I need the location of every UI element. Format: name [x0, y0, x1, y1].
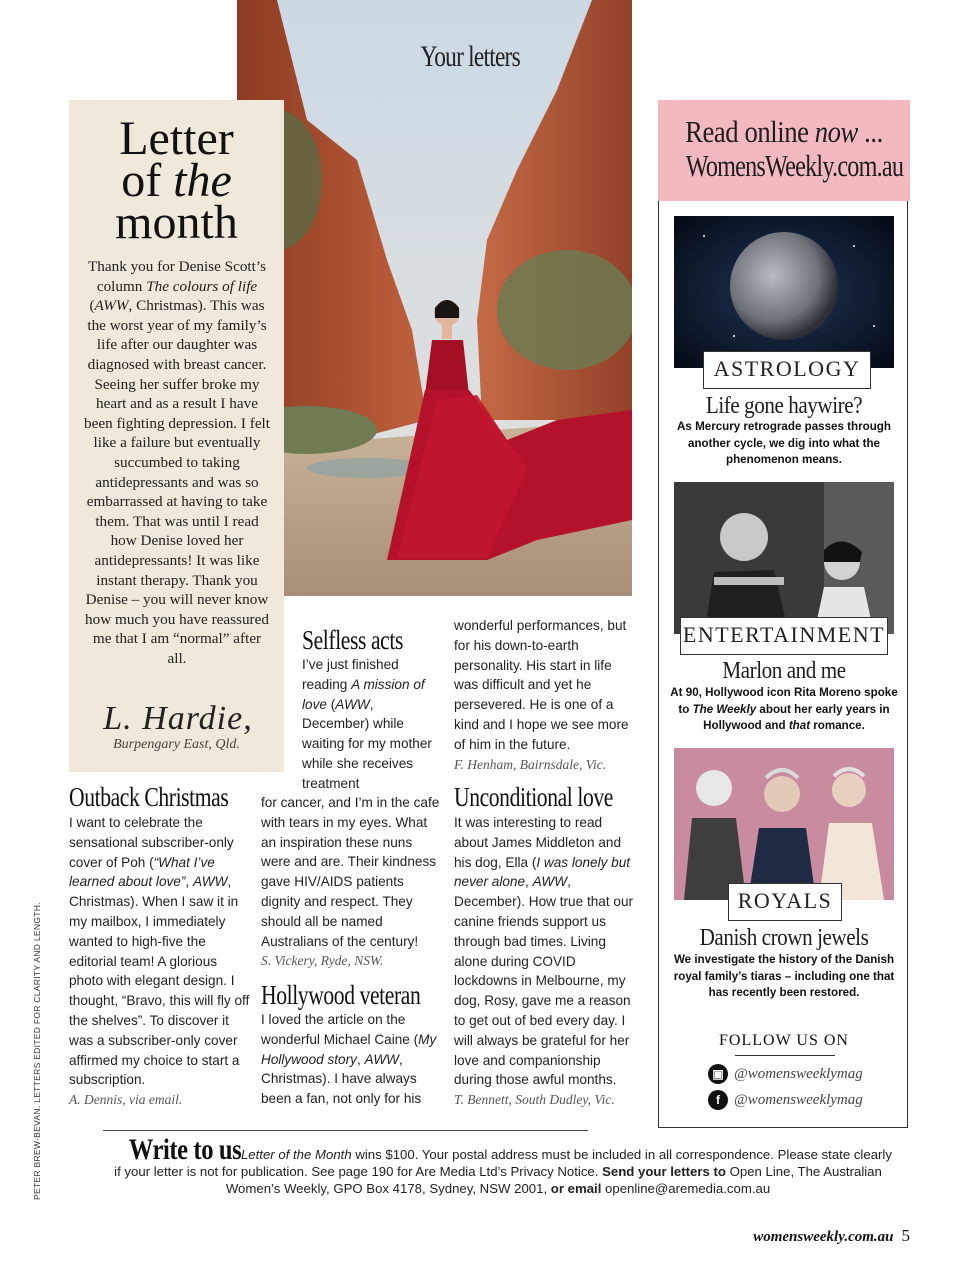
section-title: Your letters [420, 40, 520, 73]
entertainment-image[interactable] [674, 482, 894, 634]
outback-heading: Outback Christmas [69, 782, 229, 812]
unconditional-heading: Unconditional love [454, 782, 613, 812]
page-number: 5 [901, 1226, 910, 1245]
entertainment-desc: At 90, Hollywood icon Rita Moreno spoke to The Weekly about her early years in Hollywood and that romance. [670, 686, 898, 732]
facebook-link[interactable] [708, 1090, 863, 1110]
astrology-label[interactable]: ASTROLOGY [703, 351, 871, 389]
hero-photo [237, 0, 632, 596]
film-still-illustration [674, 482, 894, 634]
unconditional-body: It was interesting to read about James Middleton and his dog, Ella (I was lonely but never alone, AWW, December). How true that our canine friends support us through bad times. Living alone during COVID lockdowns in Melbourne, my dog, Rosy, gave me a reason to get out of bed every day. I will always be grateful for her love and companionship during those awful months. T. Bennett, South Dudley, Vic. [454, 813, 636, 1110]
astrology-title[interactable]: Life gone haywire? [705, 393, 863, 419]
outback-byline: A. Dennis, via email. [69, 1092, 183, 1108]
sidebar-header-site[interactable]: WomensWeekly.com.au [685, 148, 904, 183]
write-to-us: Write to us Letter of the Month wins $100. Your postal address must be included in all correspondence. Please state clearly if your letter is not for publication. See page 190 for Are Media Ltd’s Privacy Notice. Send your letters to Open Line, The Australian Women’s Weekly, GPO Box 4178, Sydney, NSW 2001, or email openline@aremedia.com.au [114, 1133, 892, 1196]
selfless-heading: Selfless acts [302, 625, 403, 655]
page-folio [740, 1226, 910, 1246]
folio-site: womensweekly.com.au [753, 1229, 894, 1245]
follow-us-heading: FOLLOW US ON [719, 1032, 849, 1049]
royals-illustration [674, 748, 894, 900]
selfless-byline: S. Vickery, Ryde, NSW. [261, 953, 384, 969]
hollywood-body-part2: wonderful performances, but for his down-to-earth personality. His start in life was difficult and yet he persevered. He is one of a kind and I hope we see more of him in the future. F. Henham, Bairnsdale, Vic. [454, 616, 634, 774]
moon-illustration [674, 216, 894, 368]
facebook-handle: @womensweeklymag [734, 1091, 863, 1108]
astrology-desc: As Mercury retrograde passes through another cycle, we dig into what the phenomenon means. [677, 420, 891, 466]
entertainment-title[interactable]: Marlon and me [722, 658, 846, 684]
facebook-icon: f [708, 1090, 728, 1110]
letter-of-month-body: Thank you for Denise Scott’s column The colours of life (AWW, Christmas). This was the worst year of my family’s life after our daughter was diagnosed with breast cancer. Seeing her suffer broke my heart and as a result I have been fighting depression. I felt like a failure but eventually succumbed to taking antidepressants and was so embarrassed at having to take them. That was until I read how Denise loved her antidepressants! It was like instant therapy. Thank you Denise – you will never know how much you have reassured me that I am “normal” after all. [84, 258, 270, 667]
write-to-us-title: Write to us [128, 1133, 242, 1166]
royals-title[interactable]: Danish crown jewels [699, 925, 869, 951]
bottom-divider [103, 1130, 588, 1131]
signature: L. Hardie, [103, 700, 253, 737]
unconditional-byline: T. Bennett, South Dudley, Vic. [454, 1092, 615, 1108]
instagram-handle: @womensweeklymag [734, 1065, 863, 1082]
photo-credit: PETER BREW-BEVAN. LETTERS EDITED FOR CLARITY AND LENGTH. [32, 902, 42, 1200]
royals-desc: We investigate the history of the Danish royal family’s tiaras – including one that has recently been restored. [673, 953, 895, 999]
astrology-image[interactable] [674, 216, 894, 368]
selfless-body-part2: for cancer, and I’m in the cafe with tears in my eyes. What an inspiration these nuns were and are. Their kindness gave HIV/AIDS patients dignity and respect. They should all be named Australians of the century! S. Vickery, Ryde, NSW. [261, 793, 441, 971]
outback-body: I want to celebrate the sensational subscriber-only cover of Poh (“What I’ve learned about love”, AWW, Christmas). When I saw it in my mailbox, I immediately wanted to high-five the editorial team! A glorious photo with elegant design. I thought, “Bravo, this will fly off the shelves”. To discover it was a subscriber-only cover affirmed my choice to start a subscription. A. Dennis, via email. [69, 813, 254, 1110]
instagram-icon: ▣ [708, 1064, 728, 1084]
royals-image[interactable] [674, 748, 894, 900]
signature-place: Burpengary East, Qld. [113, 737, 240, 752]
instagram-link[interactable] [708, 1064, 863, 1084]
royals-label[interactable]: ROYALS [728, 883, 842, 921]
hollywood-heading: Hollywood veteran [261, 980, 421, 1010]
sidebar-header[interactable] [658, 100, 910, 201]
hollywood-byline: F. Henham, Bairnsdale, Vic. [454, 756, 607, 772]
selfless-body-part1: I’ve just finished reading A mission of love (AWW, December) while waiting for my mother while she receives treatment [302, 657, 432, 791]
hollywood-body-part1: I loved the article on the wonderful Michael Caine (My Hollywood story, AWW, Christmas). I have always been a fan, not only for his [261, 1012, 437, 1107]
letter-of-month-title: Letter of the month [115, 112, 238, 249]
canyon-illustration [237, 0, 632, 596]
sidebar-header-line1: Read online now ... [685, 114, 883, 149]
follow-divider [735, 1055, 835, 1056]
entertainment-label[interactable]: ENTERTAINMENT [680, 617, 888, 655]
